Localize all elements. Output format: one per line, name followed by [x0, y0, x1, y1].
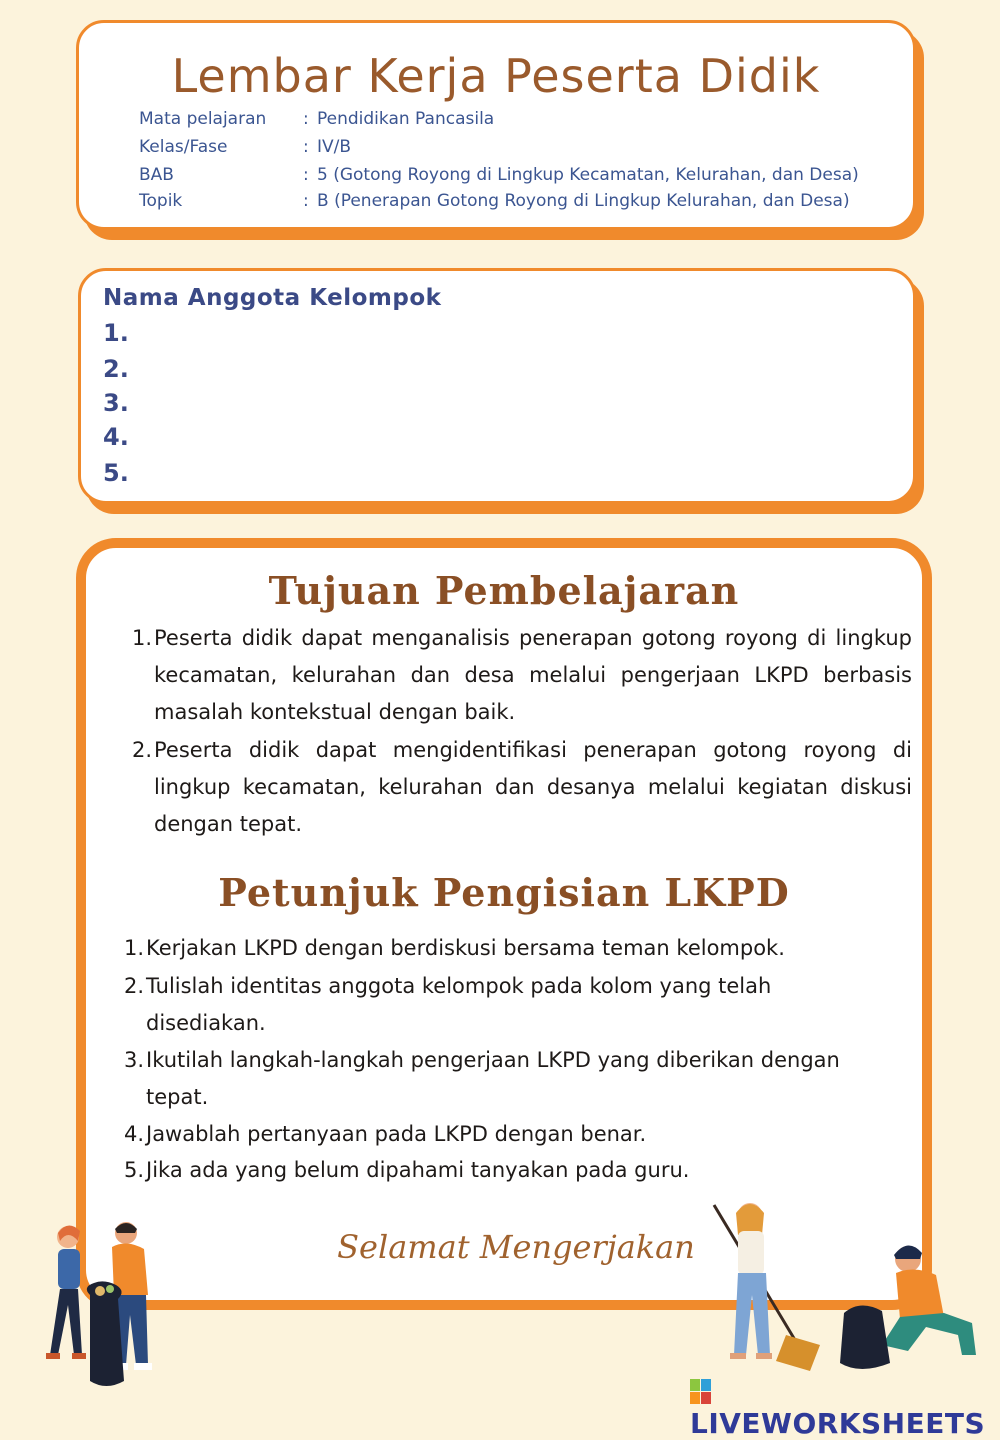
header-card: [76, 20, 916, 230]
instruction-item: [124, 1042, 884, 1116]
meta-value: Pendidikan Pancasila: [317, 109, 495, 129]
meta-row-chapter: [139, 165, 859, 185]
meta-colon: :: [303, 137, 309, 157]
instruction-text: Jawablah pertanyaan pada LKPD dengan benar.: [146, 1122, 647, 1146]
member-number: 5.: [103, 459, 129, 487]
members-card: [78, 268, 916, 504]
instructions-title: Petunjuk Pengisian LKPD: [218, 870, 790, 915]
objective-text: Peserta didik dapat mengidentifikasi penerapan gotong royong di lingkup kecamatan, kelurahan dan desanya melalui kegiatan diskusi dengan tepat.: [154, 738, 912, 836]
closing-text: Selamat Mengerjakan: [337, 1228, 695, 1266]
meta-value: IV/B: [317, 137, 352, 157]
instruction-item: [124, 930, 884, 967]
objective-item: [132, 620, 912, 731]
people-cleaning-illustration: [700, 1195, 990, 1375]
liveworksheets-logo-icon: [690, 1379, 712, 1405]
meta-value: B (Penerapan Gotong Royong di Lingkup Kelurahan, dan Desa): [317, 191, 850, 211]
instruction-number: 1.: [124, 936, 145, 960]
meta-row-class: [139, 137, 351, 157]
instruction-item: [124, 968, 884, 1042]
liveworksheets-logo: [690, 1374, 1000, 1440]
instruction-number: 3.: [124, 1048, 145, 1072]
instruction-number: 2.: [124, 974, 145, 998]
member-number: 2.: [103, 355, 129, 383]
instruction-text: Jika ada yang belum dipahami tanyakan pada guru.: [146, 1158, 690, 1182]
objective-number: 1.: [132, 626, 153, 650]
meta-colon: :: [303, 165, 309, 185]
objective-item: [132, 732, 912, 843]
instruction-number: 4.: [124, 1122, 145, 1146]
page-title: Lembar Kerja Peserta Didik: [171, 49, 821, 103]
instruction-item: [124, 1152, 884, 1189]
meta-label: BAB: [139, 165, 174, 185]
meta-colon: :: [303, 191, 309, 211]
objective-number: 2.: [132, 738, 153, 762]
members-title: Nama Anggota Kelompok: [103, 285, 442, 311]
meta-row-subject: [139, 109, 494, 129]
objective-text: Peserta didik dapat menganalisis penerapan gotong royong di lingkup kecamatan, kelurahan dan desa melalui pengerjaan LKPD berbasis masalah kontekstual dengan baik.: [154, 626, 912, 724]
instruction-number: 5.: [124, 1158, 145, 1182]
instruction-item: [124, 1116, 884, 1153]
objectives-title: Tujuan Pembelajaran: [268, 568, 740, 613]
people-collecting-trash-illustration: [20, 1215, 170, 1395]
instruction-text: Kerjakan LKPD dengan berdiskusi bersama teman kelompok.: [146, 936, 785, 960]
meta-value: 5 (Gotong Royong di Lingkup Kecamatan, Kelurahan, dan Desa): [317, 165, 859, 185]
member-number: 1.: [103, 319, 129, 347]
meta-label: Topik: [139, 191, 183, 211]
watermark-text: LIVEWORKSHEETS: [690, 1407, 986, 1440]
member-number: 3.: [103, 389, 129, 417]
meta-colon: :: [303, 109, 309, 129]
meta-row-topic: [139, 191, 850, 211]
meta-label: Kelas/Fase: [139, 137, 228, 157]
instruction-text: Ikutilah langkah-langkah pengerjaan LKPD yang diberikan dengan tepat.: [146, 1048, 840, 1109]
instruction-text: Tulislah identitas anggota kelompok pada kolom yang telah disediakan.: [146, 974, 772, 1035]
member-number: 4.: [103, 423, 129, 451]
meta-label: Mata pelajaran: [139, 109, 267, 129]
